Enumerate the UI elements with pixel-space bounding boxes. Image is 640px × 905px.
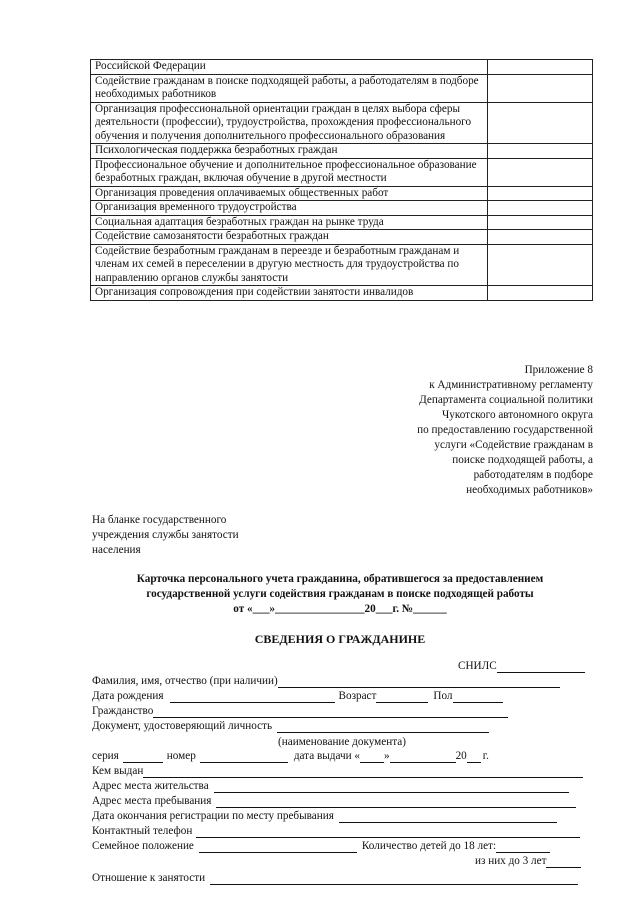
children-3-label: из них до 3 лет bbox=[475, 855, 547, 867]
service-mark-cell[interactable] bbox=[488, 201, 593, 216]
series-field[interactable] bbox=[123, 751, 163, 763]
birth-row bbox=[92, 690, 503, 703]
blank-note-line: населения bbox=[92, 544, 141, 556]
marital-row bbox=[92, 840, 550, 853]
children-3-row bbox=[475, 855, 581, 868]
phone-field[interactable] bbox=[196, 826, 580, 838]
table-row bbox=[91, 201, 593, 216]
appendix-line: Департамента социальной политики bbox=[419, 394, 593, 406]
table-row bbox=[91, 144, 593, 159]
reg-end-field[interactable] bbox=[339, 811, 557, 823]
table-row bbox=[91, 230, 593, 245]
card-title-line2: государственной услуги содействия гражданам в поиске подходящей работы bbox=[146, 588, 534, 600]
phone-label: Контактный телефон bbox=[92, 825, 193, 837]
service-mark-cell[interactable] bbox=[488, 230, 593, 245]
series-label: серия bbox=[92, 750, 119, 762]
id-doc-field[interactable] bbox=[277, 721, 489, 733]
birth-date-field[interactable] bbox=[170, 691, 335, 703]
service-name-cell: Содействие гражданам в поиске подходящей работы, а работодателям в подборе необходимых работников bbox=[91, 74, 488, 102]
service-name-cell: Организация проведения оплачиваемых общественных работ bbox=[91, 186, 488, 201]
section-title: СВЕДЕНИЯ О ГРАЖДАНИНЕ bbox=[254, 632, 426, 646]
table-row bbox=[91, 186, 593, 201]
employment-row bbox=[92, 872, 578, 885]
table-row bbox=[91, 60, 593, 75]
phone-row bbox=[92, 825, 580, 838]
table-row bbox=[91, 286, 593, 301]
snils-label: СНИЛС bbox=[458, 660, 497, 672]
service-name-cell: Организация временного трудоустройства bbox=[91, 201, 488, 216]
reg-end-label: Дата окончания регистрации по месту пребывания bbox=[92, 810, 334, 822]
blank-note bbox=[92, 513, 239, 558]
service-mark-cell[interactable] bbox=[488, 144, 593, 159]
service-mark-cell[interactable] bbox=[488, 60, 593, 75]
stay-address-label: Адрес места пребывания bbox=[92, 795, 212, 807]
citizenship-label: Гражданство bbox=[92, 705, 154, 717]
year-suffix: г. bbox=[482, 750, 489, 762]
number-label: номер bbox=[166, 750, 196, 762]
issue-month-field[interactable] bbox=[390, 751, 456, 763]
appendix-line: необходимых работников» bbox=[466, 484, 593, 496]
id-doc-row bbox=[92, 720, 489, 733]
sex-label: Пол bbox=[433, 690, 453, 702]
service-mark-cell[interactable] bbox=[488, 158, 593, 186]
card-title-line1: Карточка персонального учета гражданина, обратившегося за предоставлением bbox=[136, 573, 544, 585]
marital-label: Семейное положение bbox=[92, 840, 194, 852]
marital-field[interactable] bbox=[199, 841, 357, 853]
id-doc-label: Документ, удостоверяющий личность bbox=[92, 720, 273, 732]
stay-address-field[interactable] bbox=[216, 796, 576, 808]
service-mark-cell[interactable] bbox=[488, 286, 593, 301]
service-name-cell: Профессиональное обучение и дополнительное профессиональное образование безработных граждан, включая обучение в другой местности bbox=[91, 158, 488, 186]
appendix-line: к Административному регламенту bbox=[429, 379, 593, 391]
table-row bbox=[91, 102, 593, 144]
service-mark-cell[interactable] bbox=[488, 74, 593, 102]
service-name-cell: Психологическая поддержка безработных граждан bbox=[91, 144, 488, 159]
appendix-line: Приложение 8 bbox=[524, 364, 593, 376]
children-18-field[interactable] bbox=[496, 841, 550, 853]
service-mark-cell[interactable] bbox=[488, 186, 593, 201]
service-name-cell: Содействие самозанятости безработных граждан bbox=[91, 230, 488, 245]
table-row bbox=[91, 244, 593, 286]
birth-date-label: Дата рождения bbox=[92, 690, 164, 702]
service-mark-cell[interactable] bbox=[488, 215, 593, 230]
year-prefix: 20 bbox=[455, 750, 467, 762]
blank-note-line: На бланке государственного bbox=[92, 514, 227, 526]
table-row bbox=[91, 74, 593, 102]
card-title-line3: от «___»________________20___г. №______ bbox=[233, 603, 447, 615]
appendix-line: услуги «Содействие гражданам в bbox=[434, 439, 593, 451]
residence-field[interactable] bbox=[214, 781, 569, 793]
service-mark-cell[interactable] bbox=[488, 102, 593, 144]
table-row bbox=[91, 158, 593, 186]
issue-year-field[interactable] bbox=[467, 751, 481, 763]
appendix-block bbox=[333, 363, 593, 498]
snils-field[interactable] bbox=[497, 661, 585, 673]
appendix-line: Чукотского автономного округа bbox=[442, 409, 593, 421]
residence-label: Адрес места жительства bbox=[92, 780, 209, 792]
reg-end-row bbox=[92, 810, 557, 823]
doc-series-row bbox=[92, 750, 489, 763]
issued-by-label: Кем выдан bbox=[92, 765, 144, 777]
table-row bbox=[91, 215, 593, 230]
service-name-cell: Организация профессиональной ориентации граждан в целях выбора сферы деятельности (профессии), трудоустройства, прохождения профессионального обучения и получения дополнительного профессионального образования bbox=[91, 102, 488, 144]
blank-note-line: учреждения службы занятости bbox=[92, 529, 239, 541]
residence-row bbox=[92, 780, 569, 793]
card-title bbox=[60, 572, 620, 617]
issue-date-label: дата выдачи « bbox=[293, 750, 360, 762]
citizenship-row bbox=[92, 705, 508, 718]
service-name-cell: Содействие безработным гражданам в переезде и безработным гражданам и членам их семей в переселении в другую местность для трудоустройства по направлению органов службы занятости bbox=[91, 244, 488, 286]
doc-name-hint: (наименование документа) bbox=[278, 736, 406, 748]
issue-day-field[interactable] bbox=[360, 751, 384, 763]
issued-by-row bbox=[92, 765, 583, 778]
appendix-line: по предоставлению государственной bbox=[417, 424, 593, 436]
service-name-cell: Социальная адаптация безработных граждан на рынке труда bbox=[91, 215, 488, 230]
fio-field[interactable] bbox=[278, 676, 560, 688]
service-name-cell: Российской Федерации bbox=[91, 60, 488, 75]
fio-label: Фамилия, имя, отчество (при наличии) bbox=[92, 675, 278, 687]
snils-row bbox=[458, 660, 585, 673]
appendix-line: работодателям в подборе bbox=[473, 469, 593, 481]
service-mark-cell[interactable] bbox=[488, 244, 593, 286]
children-3-field[interactable] bbox=[546, 856, 581, 868]
appendix-line: поиске подходящей работы, а bbox=[452, 454, 593, 466]
number-field[interactable] bbox=[200, 751, 288, 763]
employment-label: Отношение к занятости bbox=[92, 872, 206, 884]
services-table bbox=[90, 59, 593, 301]
citizenship-field[interactable] bbox=[153, 706, 508, 718]
service-name-cell: Организация сопровождения при содействии занятости инвалидов bbox=[91, 286, 488, 301]
sex-field[interactable] bbox=[453, 691, 503, 703]
stay-address-row bbox=[92, 795, 576, 808]
children-18-label: Количество детей до 18 лет: bbox=[361, 840, 497, 852]
age-label: Возраст bbox=[338, 690, 377, 702]
issue-quote: » bbox=[383, 750, 390, 762]
age-field[interactable] bbox=[376, 691, 428, 703]
issued-by-field[interactable] bbox=[143, 766, 583, 778]
employment-field[interactable] bbox=[210, 873, 578, 885]
fio-row bbox=[92, 675, 560, 688]
